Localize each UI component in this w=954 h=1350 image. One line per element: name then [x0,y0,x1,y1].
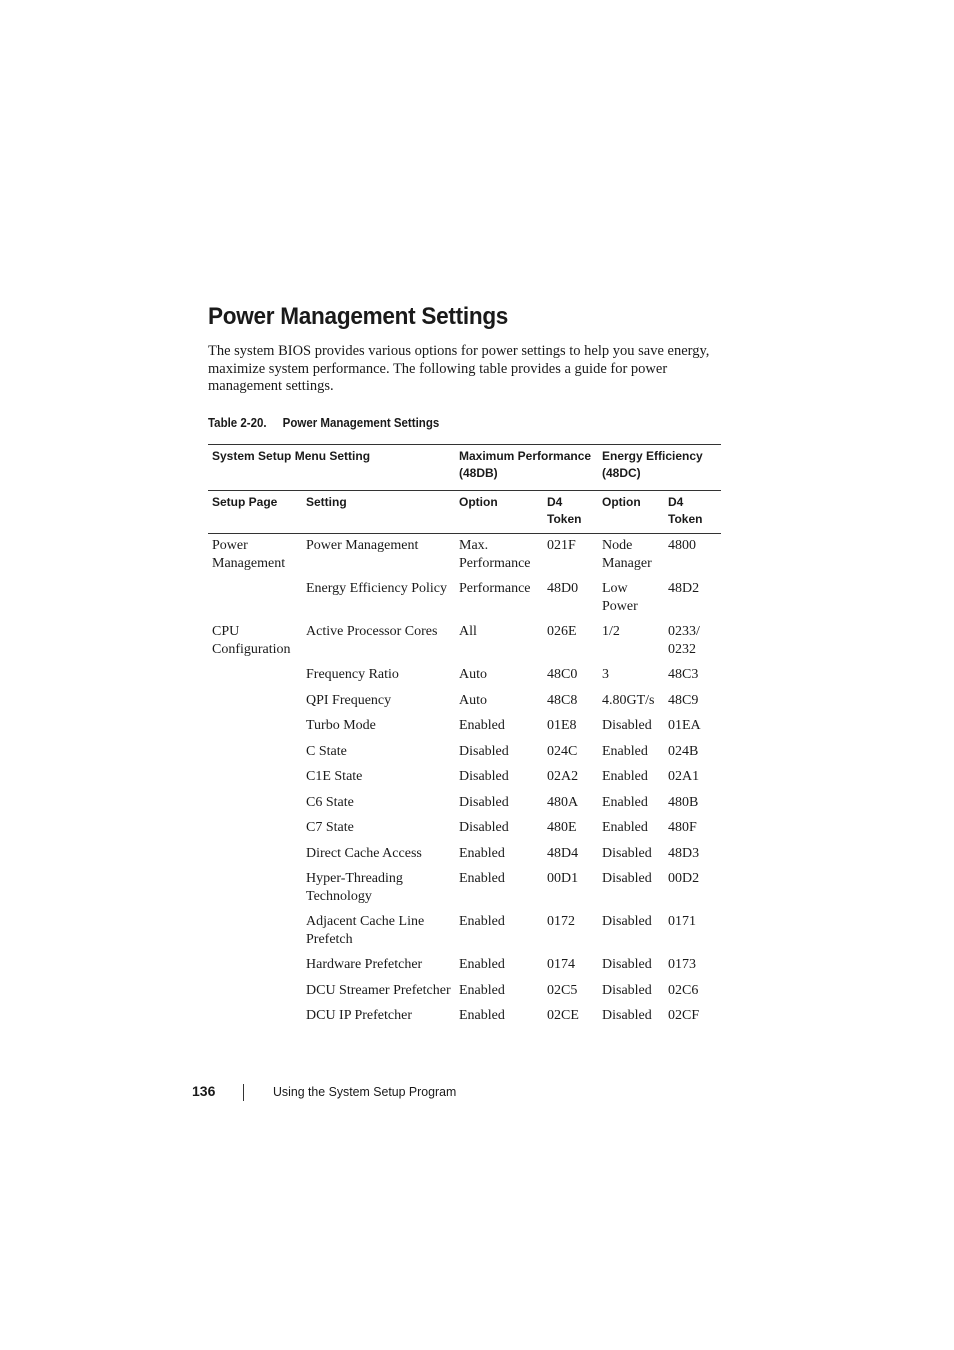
table-cell: Enabled [602,769,648,784]
table-cell [208,735,302,761]
table-cell: 480B [668,794,699,810]
table-cell: Power Management [212,538,286,571]
group-header-setup: System Setup Menu Setting [208,445,455,491]
table-cell [208,862,302,905]
column-header: Option [455,491,543,534]
table-cell: 0173 [668,957,696,972]
table-cell: Performance [459,581,531,596]
table-cell: Enabled [602,820,648,835]
table-cell: All [459,624,477,639]
table-row [208,684,721,710]
table-cell: 02A2 [547,769,579,784]
column-header: Option [598,491,664,534]
table-cell: Disabled [459,743,509,759]
table-cell: Low Power [602,581,638,614]
table-cell: Enabled [602,743,648,759]
table-cell [208,709,302,735]
table-cell: Enabled [459,718,505,733]
table-cell: Frequency Ratio [306,667,399,682]
page-number: 136 [192,1083,216,1099]
table-cell: Enabled [459,982,505,998]
table-cell: Hardware Prefetcher [306,957,423,972]
table-cell: Auto [459,667,487,682]
table-cell: 024C [547,743,578,759]
table-cell: Active Processor Cores [306,624,438,639]
table-cell: Disabled [602,718,652,733]
table-cell [208,837,302,863]
table-row [208,999,721,1025]
table-cell: DCU Streamer Prefetcher [306,982,451,998]
table-cell: 00D1 [547,871,579,886]
intro-paragraph: The system BIOS provides various options for power settings to help you save energy, maximize system performance. The following table provides a guide for power management settings. [208,343,710,394]
table-cell: 3 [602,667,609,682]
group-header-row [208,445,721,491]
table-cell: Disabled [602,914,652,929]
table-cell [208,684,302,710]
table-caption [208,416,439,430]
table-cell: 48D2 [668,581,700,596]
table-cell: Power Management [306,538,419,553]
table-cell [208,572,302,615]
table-cell: 026E [547,624,577,639]
table-cell: Enabled [459,914,505,929]
table-cell: Hyper-Threading Technology [306,871,403,904]
table-cell: Enabled [459,871,505,886]
table-cell: 024B [668,743,699,759]
footer-divider [243,1084,244,1101]
table-cell: Enabled [459,845,505,861]
page-title: Power Management Settings [208,303,509,330]
table-cell [208,905,302,948]
table-cell: 0172 [547,914,575,929]
group-header-energy-efficiency: Energy Efficiency (48DC) [598,445,721,491]
table-row [208,905,721,948]
table-cell: 480F [668,820,697,835]
table-cell: DCU IP Prefetcher [306,1008,413,1023]
table-cell: 48C8 [547,692,578,708]
table-cell: 021F [547,538,576,553]
column-header: Setup Page [208,491,302,534]
table-cell: Disabled [602,982,652,998]
table-cell: Adjacent Cache Line Prefetch [306,914,425,947]
table-row [208,534,721,573]
table-cell: 01EA [668,718,701,733]
table-cell: 48C9 [668,692,699,708]
table-cell [208,786,302,812]
table-cell: Enabled [602,794,648,810]
table-cell: 0171 [668,914,696,929]
table-cell: C7 State [306,820,354,835]
footer-section-title: Using the System Setup Program [273,1084,457,1099]
table-cell: Disabled [459,769,509,784]
table-caption-text: Power Management Settings [282,416,440,430]
table-row [208,709,721,735]
table-row [208,786,721,812]
table-cell: 48D3 [668,845,700,861]
table-cell: 48C0 [547,667,578,682]
table-cell: 1/2 [602,624,620,639]
table-row [208,735,721,761]
table-cell: 01E8 [547,718,577,733]
table-cell: 00D2 [668,871,700,886]
table-cell: 4.80GT/s [602,692,655,708]
table-cell: CPU Configuration [212,624,291,657]
table-cell: 0174 [547,957,575,972]
table-row [208,615,721,658]
table-cell: Disabled [459,794,509,810]
table-cell: Direct Cache Access [306,845,422,861]
column-header: Setting [302,491,455,534]
table-cell: Enabled [459,957,505,972]
table-row [208,572,721,615]
table-cell: 480A [547,794,579,810]
table-cell: Disabled [602,1008,652,1023]
table-row [208,974,721,1000]
table-cell: C State [306,743,347,759]
table-caption-number: Table 2-20. [208,416,267,430]
table-cell: Disabled [602,845,652,861]
table-cell [208,974,302,1000]
table-row [208,811,721,837]
table-cell [208,658,302,684]
column-header: D4 Token [543,491,598,534]
table-cell: 02A1 [668,769,700,784]
table-cell: Auto [459,692,487,708]
table-cell [208,948,302,974]
column-header-row [208,491,721,534]
table-cell: 02C6 [668,982,699,998]
table-cell: 480E [547,820,577,835]
table-cell: 48D4 [547,845,579,861]
table-cell: Disabled [459,820,509,835]
table-cell: 02C5 [547,982,578,998]
table-cell: C6 State [306,794,354,810]
table-cell: 48D0 [547,581,579,596]
table-cell: 02CE [547,1008,579,1023]
table-row [208,837,721,863]
table-cell: 02CF [668,1008,700,1023]
table-cell: Disabled [602,871,652,886]
table-row [208,862,721,905]
group-header-max-performance: Maximum Performance (48DB) [455,445,598,491]
table-cell: 48C3 [668,667,699,682]
table-row [208,658,721,684]
power-settings-table [208,444,721,1025]
table-cell: Disabled [602,957,652,972]
table-cell: Max. Performance [459,538,531,571]
table-cell [208,760,302,786]
table-row [208,760,721,786]
table-cell: Energy Efficiency Policy [306,581,447,596]
table-cell: QPI Frequency [306,692,392,708]
table-cell [208,811,302,837]
table-cell: Enabled [459,1008,505,1023]
table-cell: Turbo Mode [306,718,376,733]
table-cell: 0233/ 0232 [668,624,700,657]
table-cell: 4800 [668,538,696,553]
table-cell: C1E State [306,769,363,784]
table-body [208,534,721,1025]
column-header: D4 Token [664,491,721,534]
table-row [208,948,721,974]
table-cell: Node Manager [602,538,652,571]
table-cell [208,999,302,1025]
